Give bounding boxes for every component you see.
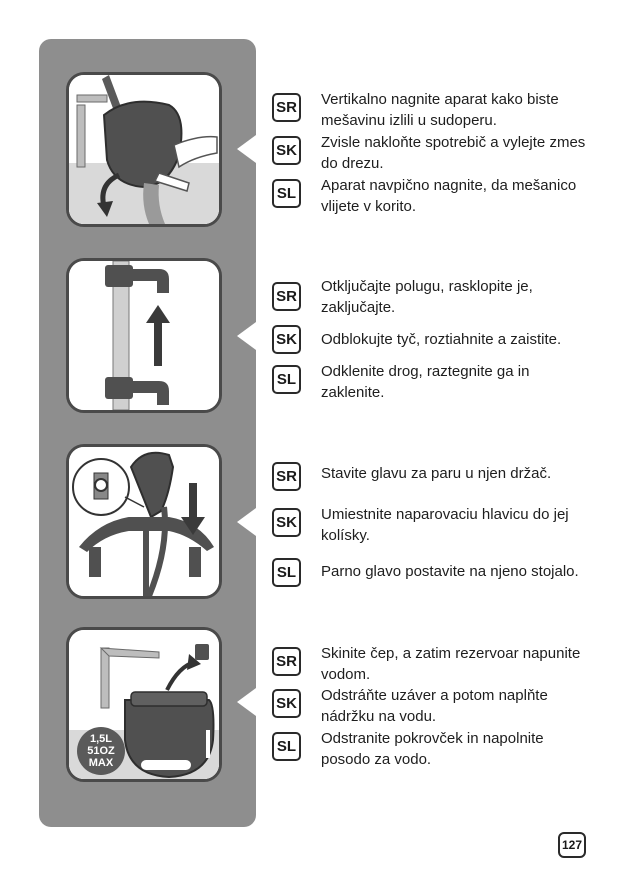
instruction-text: Zvisle nakloňte spotrebič a vylejte zmes do drezu.: [321, 134, 586, 172]
instruction-text: Aparat navpično nagnite, da mešanico vlijete v korito.: [321, 177, 577, 215]
language-badge: SL: [272, 558, 301, 587]
language-badge: SL: [272, 732, 301, 761]
instruction-text: Skinite čep, a zatim rezervoar napunite vodom.: [321, 645, 581, 683]
language-badge: SR: [272, 647, 301, 676]
instruction-text: Otključajte polugu, rasklopite je, zaključajte.: [321, 278, 533, 316]
instruction-text: Odblokujte tyč, roztiahnite a zaistite.: [321, 331, 562, 348]
instruction-text: Odstranite pokrovček in napolnite posodo za vodo.: [321, 730, 544, 768]
instruction-text: Stavite glavu za paru u njen držač.: [321, 465, 552, 482]
capacity-liters: 1,5L: [89, 733, 112, 745]
language-badge: SR: [272, 462, 301, 491]
illustration-steam-head-holder: [66, 444, 222, 599]
language-badge: SK: [272, 325, 301, 354]
illustration-pour-into-sink: [66, 72, 222, 227]
instruction-text: Parno glavo postavite na njeno stojalo.: [321, 563, 579, 580]
instruction-text: Odklenite drog, raztegnite ga in zaklenite.: [321, 363, 530, 401]
pointer-notch: [237, 688, 256, 716]
language-badge: SK: [272, 136, 301, 165]
capacity-ounces: 51OZ: [87, 745, 115, 757]
instruction-text: Umiestnite naparovaciu hlavicu do jej kolísky.: [321, 506, 569, 544]
capacity-max: MAX: [88, 757, 114, 769]
language-badge: SR: [272, 93, 301, 122]
instruction-text: Vertikalno nagnite aparat kako biste mešavinu izlili u sudoperu.: [321, 91, 559, 129]
language-badge: SR: [272, 282, 301, 311]
page-number: 127: [558, 832, 586, 858]
language-badge: SK: [272, 508, 301, 537]
illustration-extend-pole: [66, 258, 222, 413]
instruction-text: Odstráňte uzáver a potom naplňte nádržku na vodu.: [321, 687, 548, 725]
pointer-notch: [237, 322, 256, 350]
language-badge: SL: [272, 179, 301, 208]
language-badge: SK: [272, 689, 301, 718]
pointer-notch: [237, 508, 256, 536]
pointer-notch: [237, 135, 256, 163]
capacity-max-badge: [77, 727, 125, 775]
language-badge: SL: [272, 365, 301, 394]
illustration-fill-tank: [66, 627, 222, 782]
